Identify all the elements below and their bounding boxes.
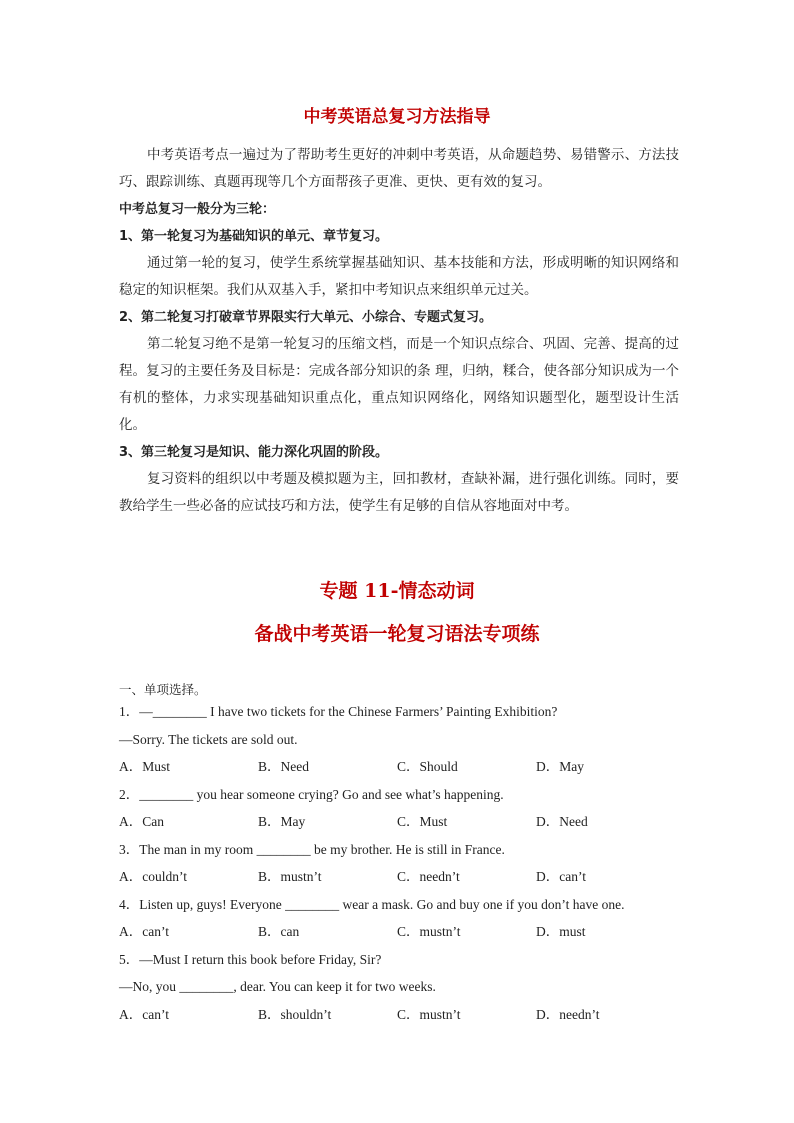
option-a: A．can’t [119,1006,169,1022]
option-d: D．needn’t [536,1006,600,1022]
section-heading: 一、单项选择。 [119,682,207,697]
round1-text: 通过第一轮的复习，使学生系统掌握基础知识、基本技能和方法，形成明晰的知识网络和稳定的知识框架。我们从双基入手，紧扣中考知识点来组织单元过关。 [119,255,679,298]
option-b: B．shouldn’t [258,1006,332,1022]
question-line: 2．________ you hear someone crying? Go and see what’s happening. [119,786,504,802]
option-row [119,1004,689,1032]
option-c: C．needn’t [397,869,460,884]
option-c: C．Must [397,814,448,829]
option-d: D．Need [536,814,588,829]
option-a: A．couldn’t [119,869,187,884]
quiz-section [119,679,689,1031]
option-row [119,921,689,949]
round3-heading: 3、第三轮复习是知识、能力深化巩固的阶段。 [119,445,389,460]
topic-title: 专题 11-情态动词 [319,580,475,602]
round2-heading: 2、第二轮复习打破章节界限实行大单元、小综合、专题式复习。 [119,310,493,325]
round1-heading: 1、第一轮复习为基础知识的单元、章节复习。 [119,229,389,244]
option-row [119,756,689,784]
question-line: 3．The man in my room ________ be my brother. He is still in France. [119,841,505,857]
option-b: B．mustn’t [258,869,322,884]
question-line: 5．—Must I return this book before Friday, Sir? [119,951,382,967]
option-c: C．Should [397,759,458,774]
guide-title: 中考英语总复习方法指导 [303,107,491,127]
question-1 [119,701,689,784]
option-b: B．can [258,924,300,939]
round2-text: 第二轮复习绝不是第一轮复习的压缩文档，而是一个知识点综合、巩固、完善、提高的过程。复习的主要任务及目标是：完成各部分知识的条 理，归纳，糅合，使各部分知识成为一个有机的整体，力求实现基础知识重点化，重点知识网络化，网络知识题型化，题型设计生活化。 [119,336,679,433]
option-row [119,866,689,894]
question-line: —No, you ________, dear. You can keep it for two weeks. [119,979,436,994]
question-line: 1．—________ I have two tickets for the Chinese Farmers’ Painting Exhibition? [119,704,558,719]
question-2 [119,784,689,839]
question-3 [119,839,689,894]
option-b: B．Need [258,759,309,774]
guide-body [119,142,679,520]
option-b: B．May [258,814,306,829]
option-a: A．Can [119,814,164,829]
option-c: C．mustn’t [397,1006,461,1022]
question-line: —Sorry. The tickets are sold out. [119,731,298,747]
guide-overview: 中考总复习一般分为三轮： [119,202,276,217]
option-a: A．can’t [119,924,169,939]
option-a: A．Must [119,759,171,774]
guide-intro: 中考英语考点一遍过为了帮助考生更好的冲刺中考英语，从命题趋势、易错警示、方法技巧、跟踪训练、真题再现等几个方面帮孩子更准、更快、更有效的复习。 [119,147,679,190]
round3-text: 复习资料的组织以中考题及模拟题为主，回扣教材，查缺补漏，进行强化训练。同时，要教给学生一些必备的应试技巧和方法，使学生有足够的自信从容地面对中考。 [119,471,679,514]
option-c: C．mustn’t [397,924,461,939]
option-d: D．May [536,759,584,774]
question-line: 4．Listen up, guys! Everyone ________ wear a mask. Go and buy one if you don’t have one. [119,896,625,912]
question-4 [119,894,689,949]
option-row [119,811,689,839]
question-5 [119,949,689,1032]
option-d: D．must [536,924,586,939]
topic-subtitle: 备战中考英语一轮复习语法专项练 [254,623,540,645]
option-d: D．can’t [536,869,586,884]
